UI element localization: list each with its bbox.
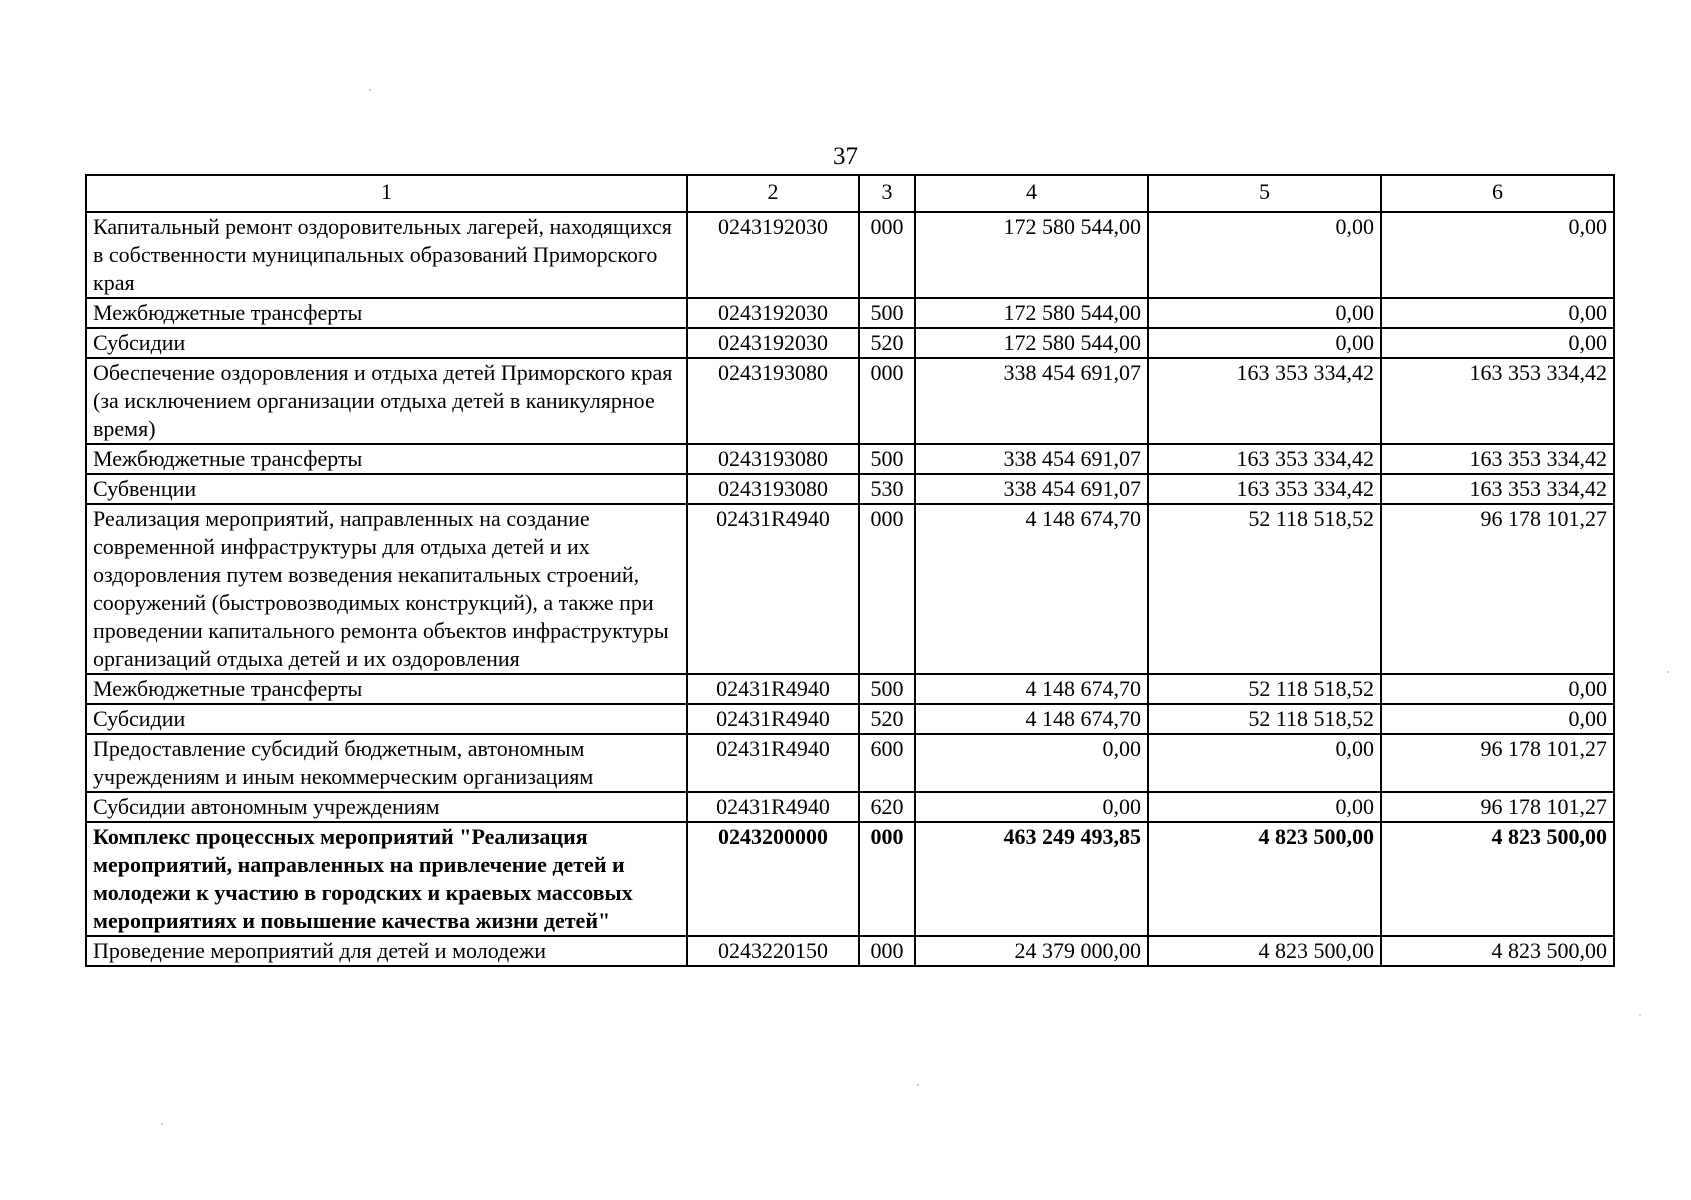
row-value-col4: 0,00: [915, 734, 1148, 792]
row-value-col6: 0,00: [1381, 674, 1614, 704]
row-target-code: 0243193080: [687, 474, 859, 504]
row-expense-type: 500: [859, 674, 915, 704]
table-row: [86, 298, 1614, 328]
row-name: Межбюджетные трансферты: [86, 444, 687, 474]
row-value-col6: 163 353 334,42: [1381, 474, 1614, 504]
row-expense-type: 000: [859, 822, 915, 936]
row-value-col4: 0,00: [915, 792, 1148, 822]
row-value-col5: 0,00: [1148, 734, 1381, 792]
row-value-col5: 52 118 518,52: [1148, 674, 1381, 704]
row-target-code: 02431R4940: [687, 704, 859, 734]
row-value-col6: 96 178 101,27: [1381, 504, 1614, 674]
row-value-col4: 338 454 691,07: [915, 444, 1148, 474]
row-name: Комплекс процессных мероприятий "Реализация мероприятий, направленных на привлечение детей и молодежи к участию в городских и краевых массовых мероприятиях и повышение качества жизни детей": [86, 822, 687, 936]
row-target-code: 0243192030: [687, 298, 859, 328]
row-expense-type: 520: [859, 704, 915, 734]
table-row: [86, 444, 1614, 474]
row-name: Реализация мероприятий, направленных на создание современной инфраструктуры для отдыха детей и их оздоровления путем возведения некапитальных строений, сооружений (быстровозводимых конструкций), а также при проведении капитального ремонта объектов инфраструктуры организаций отдыха детей и их оздоровления: [86, 504, 687, 674]
row-target-code: 0243193080: [687, 358, 859, 444]
row-value-col6: 4 823 500,00: [1381, 822, 1614, 936]
row-expense-type: 000: [859, 358, 915, 444]
row-name: Обеспечение оздоровления и отдыха детей Приморского края (за исключением организации отдыха детей в каникулярное время): [86, 358, 687, 444]
row-value-col5: 0,00: [1148, 792, 1381, 822]
row-value-col5: 0,00: [1148, 212, 1381, 298]
table-row: [86, 504, 1614, 674]
row-name: Субсидии: [86, 704, 687, 734]
row-value-col4: 172 580 544,00: [915, 298, 1148, 328]
row-target-code: 02431R4940: [687, 734, 859, 792]
row-expense-type: 500: [859, 298, 915, 328]
row-value-col6: 0,00: [1381, 328, 1614, 358]
row-expense-type: 530: [859, 474, 915, 504]
row-expense-type: 500: [859, 444, 915, 474]
table-row: [86, 704, 1614, 734]
row-value-col5: 163 353 334,42: [1148, 444, 1381, 474]
row-target-code: 02431R4940: [687, 674, 859, 704]
row-value-col6: 163 353 334,42: [1381, 358, 1614, 444]
row-value-col4: 4 148 674,70: [915, 504, 1148, 674]
column-header: 6: [1381, 175, 1614, 212]
row-target-code: 02431R4940: [687, 792, 859, 822]
row-value-col5: 0,00: [1148, 328, 1381, 358]
table-row: [86, 734, 1614, 792]
row-name: Субсидии автономным учреждениям: [86, 792, 687, 822]
table-row: [86, 674, 1614, 704]
column-header: 4: [915, 175, 1148, 212]
row-value-col5: 52 118 518,52: [1148, 504, 1381, 674]
row-name: Капитальный ремонт оздоровительных лагерей, находящихся в собственности муниципальных образований Приморского края: [86, 212, 687, 298]
table-row: [86, 328, 1614, 358]
row-value-col4: 338 454 691,07: [915, 358, 1148, 444]
table-row: [86, 358, 1614, 444]
row-value-col6: 0,00: [1381, 704, 1614, 734]
table-row-section-total: [86, 822, 1614, 936]
row-value-col5: 52 118 518,52: [1148, 704, 1381, 734]
row-name: Субсидии: [86, 328, 687, 358]
table-row: [86, 212, 1614, 298]
row-target-code: 0243220150: [687, 936, 859, 966]
row-value-col6: 163 353 334,42: [1381, 444, 1614, 474]
row-value-col6: 4 823 500,00: [1381, 936, 1614, 966]
row-value-col4: 4 148 674,70: [915, 674, 1148, 704]
table-row: [86, 792, 1614, 822]
table-header-row: [86, 175, 1614, 212]
row-value-col4: 172 580 544,00: [915, 328, 1148, 358]
row-value-col6: 0,00: [1381, 212, 1614, 298]
column-header: 3: [859, 175, 915, 212]
row-value-col4: 463 249 493,85: [915, 822, 1148, 936]
column-header: 1: [86, 175, 687, 212]
row-name: Межбюджетные трансферты: [86, 298, 687, 328]
row-target-code: 0243192030: [687, 212, 859, 298]
row-name: Проведение мероприятий для детей и молодежи: [86, 936, 687, 966]
column-header: 2: [687, 175, 859, 212]
row-expense-type: 000: [859, 212, 915, 298]
row-expense-type: 620: [859, 792, 915, 822]
row-name: Субвенции: [86, 474, 687, 504]
row-value-col6: 96 178 101,27: [1381, 792, 1614, 822]
row-value-col5: 4 823 500,00: [1148, 822, 1381, 936]
row-value-col5: 163 353 334,42: [1148, 358, 1381, 444]
table-row: [86, 936, 1614, 966]
table-row: [86, 474, 1614, 504]
row-target-code: 0243200000: [687, 822, 859, 936]
row-value-col4: 24 379 000,00: [915, 936, 1148, 966]
page-number: 37: [833, 143, 858, 170]
row-target-code: 0243192030: [687, 328, 859, 358]
row-value-col6: 96 178 101,27: [1381, 734, 1614, 792]
row-value-col5: 163 353 334,42: [1148, 474, 1381, 504]
row-target-code: 0243193080: [687, 444, 859, 474]
row-expense-type: 520: [859, 328, 915, 358]
row-expense-type: 600: [859, 734, 915, 792]
row-value-col4: 4 148 674,70: [915, 704, 1148, 734]
row-target-code: 02431R4940: [687, 504, 859, 674]
column-header: 5: [1148, 175, 1381, 212]
row-expense-type: 000: [859, 936, 915, 966]
row-expense-type: 000: [859, 504, 915, 674]
row-value-col4: 172 580 544,00: [915, 212, 1148, 298]
row-value-col5: 0,00: [1148, 298, 1381, 328]
row-name: Межбюджетные трансферты: [86, 674, 687, 704]
row-value-col5: 4 823 500,00: [1148, 936, 1381, 966]
row-value-col6: 0,00: [1381, 298, 1614, 328]
budget-table: [85, 174, 1615, 967]
row-name: Предоставление субсидий бюджетным, автономным учреждениям и иным некоммерческим организациям: [86, 734, 687, 792]
row-value-col4: 338 454 691,07: [915, 474, 1148, 504]
